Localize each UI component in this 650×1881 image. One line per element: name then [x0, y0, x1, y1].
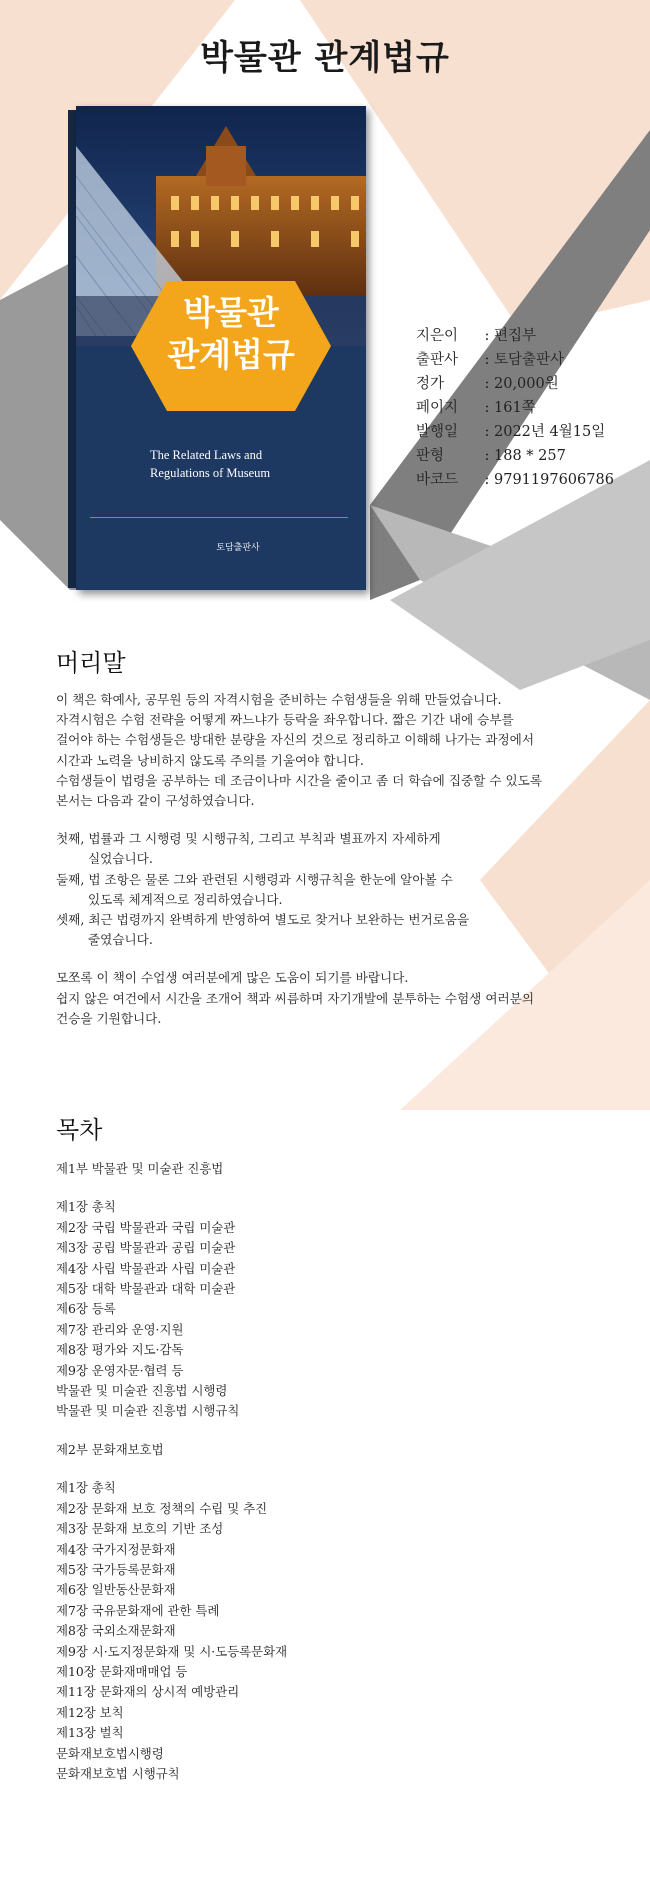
info-row — [416, 468, 614, 492]
preface-line: 셋째, 최근 법령까지 완벽하게 반영하여 별도로 찾거나 보완하는 번거로움을 — [56, 912, 470, 928]
preface-line: 건승을 기원합니다. — [56, 1010, 162, 1026]
info-label: 판형 — [416, 448, 445, 464]
book-info-list — [416, 324, 614, 492]
toc-item: 제5장 대학 박물관과 대학 미술관 — [56, 1281, 236, 1297]
toc-item: 박물관 및 미술관 진흥법 시행규칙 — [56, 1403, 240, 1419]
info-value: 161쪽 — [494, 400, 536, 416]
toc-item: 제2장 국립 박물관과 국립 미술관 — [56, 1219, 236, 1235]
book-cover-subtitle-line2: Regulations of Museum — [150, 466, 271, 480]
info-value: 토담출판사 — [494, 352, 565, 368]
toc-item: 제7장 국유문화재에 관한 특례 — [56, 1602, 220, 1618]
preface-line: 줄였습니다. — [88, 932, 153, 948]
book-cover-image — [68, 106, 368, 590]
toc-item: 제7장 관리와 운영·지원 — [56, 1321, 184, 1337]
info-value: 188 * 257 — [494, 448, 566, 464]
info-value: 20,000원 — [494, 376, 559, 392]
info-separator: : — [484, 400, 490, 416]
book-cover-publisher: 토담출판사 — [216, 543, 260, 553]
preface-text — [56, 690, 556, 1029]
info-label: 바코드 — [416, 472, 459, 488]
info-separator: : — [484, 472, 490, 488]
info-row — [416, 372, 614, 396]
preface-heading: 머리말 — [56, 649, 126, 677]
preface-line: 본서는 다음과 같이 구성하였습니다. — [56, 793, 255, 809]
info-value: 2022년 4월15일 — [494, 424, 606, 440]
paragraph-gap — [56, 811, 556, 829]
book-cover-subtitle-line1: The Related Laws and — [150, 448, 263, 462]
info-separator: : — [484, 376, 490, 392]
paragraph-gap — [56, 950, 556, 968]
toc-gap — [56, 1460, 556, 1478]
book-cover-subtitle — [150, 446, 350, 482]
toc-item: 제2부 문화재보호법 — [56, 1441, 164, 1457]
page-title: 박물관 관계법규 — [200, 38, 450, 78]
info-value: 9791197606786 — [494, 472, 614, 488]
book-cover-title-line2: 관계법규 — [167, 335, 295, 374]
preface-line: 이 책은 학예사, 공무원 등의 자격시험을 준비하는 수험생들을 위해 만들었습니다. — [56, 692, 502, 707]
preface-line: 시간과 노력을 낭비하지 않도록 주의를 기울여야 합니다. — [56, 752, 364, 768]
info-row — [416, 420, 614, 444]
info-separator: : — [484, 424, 490, 440]
info-label: 출판사 — [416, 352, 459, 368]
preface-line: 걸어야 하는 수험생들은 방대한 분량을 자신의 것으로 정리하고 이해해 나가는 과정에서 — [56, 732, 534, 748]
toc-item: 제5장 국가등록문화재 — [56, 1561, 176, 1577]
toc-item: 제11장 문화재의 상시적 예방관리 — [56, 1684, 240, 1700]
toc-item: 제4장 국가지정문화재 — [56, 1541, 176, 1557]
preface-line: 자격시험은 수험 전략을 어떻게 짜느냐가 등락을 좌우합니다. 짧은 기간 내에 승부를 — [56, 712, 514, 728]
toc-item: 제3장 공립 박물관과 공립 미술관 — [56, 1240, 236, 1256]
preface-line: 둘째, 법 조항은 물론 그와 관련된 시행령과 시행규칙을 한눈에 알아볼 수 — [56, 871, 453, 887]
info-separator: : — [484, 328, 490, 344]
preface-line: 실었습니다. — [88, 851, 153, 867]
info-label: 정가 — [416, 376, 445, 392]
info-row — [416, 396, 614, 420]
toc-item: 제3장 문화재 보호의 기반 조성 — [56, 1521, 224, 1537]
toc-item: 제8장 평가와 지도·감독 — [56, 1342, 184, 1358]
toc-heading: 목차 — [56, 1116, 103, 1144]
toc-item: 문화재보호법 시행규칙 — [56, 1765, 180, 1781]
toc-item: 제9장 시·도지정문화재 및 시·도등록문화재 — [56, 1643, 288, 1659]
info-label: 지은이 — [416, 328, 459, 344]
preface-line: 있도록 체계적으로 정리하였습니다. — [88, 891, 283, 907]
info-separator: : — [484, 448, 490, 464]
toc-item: 제13장 벌칙 — [56, 1725, 124, 1741]
preface-line: 모쪼록 이 책이 수업생 여러분에게 많은 도움이 되기를 바랍니다. — [56, 970, 409, 986]
toc-item: 제4장 사립 박물관과 사립 미술관 — [56, 1260, 236, 1276]
info-row — [416, 348, 614, 372]
info-value: 편집부 — [494, 328, 537, 344]
toc-gap — [56, 1422, 556, 1440]
preface-line: 쉽지 않은 여건에서 시간을 조개어 책과 씨름하며 자기개발에 분투하는 수험생 여러분의 — [56, 990, 534, 1006]
info-label: 페이지 — [416, 400, 459, 416]
info-separator: : — [484, 352, 490, 368]
toc-item: 제12장 보칙 — [56, 1704, 124, 1720]
toc-gap — [56, 1179, 556, 1197]
toc-item: 제10장 문화재매매업 등 — [56, 1663, 188, 1679]
toc-item: 제2장 문화재 보호 정책의 수립 및 추진 — [56, 1500, 268, 1516]
toc-item: 제8장 국외소재문화재 — [56, 1623, 176, 1639]
toc-list — [56, 1159, 556, 1784]
info-row — [416, 324, 614, 348]
toc-item: 제6장 등록 — [56, 1301, 116, 1317]
toc-item: 제9장 운영자문·협력 등 — [56, 1362, 184, 1378]
book-cover-divider — [90, 517, 348, 518]
toc-item: 제1장 총칙 — [56, 1480, 116, 1496]
toc-item: 제6장 일반동산문화재 — [56, 1582, 176, 1598]
toc-item: 제1장 총칙 — [56, 1199, 116, 1215]
info-label: 발행일 — [416, 424, 459, 440]
preface-line: 첫째, 법률과 그 시행령 및 시행규칙, 그리고 부칙과 별표까지 자세하게 — [56, 831, 441, 847]
toc-item: 문화재보호법시행령 — [56, 1745, 164, 1761]
toc-item: 제1부 박물관 및 미술관 진흥법 — [56, 1161, 224, 1176]
toc-item: 박물관 및 미술관 진흥법 시행령 — [56, 1383, 228, 1399]
book-cover-title-line1: 박물관 — [183, 293, 279, 332]
preface-line: 수험생들이 법령을 공부하는 데 조금이나마 시간을 줄이고 좀 더 학습에 집중할 수 있도록 — [56, 772, 542, 788]
info-row — [416, 444, 614, 468]
book-cover-title — [131, 292, 331, 376]
